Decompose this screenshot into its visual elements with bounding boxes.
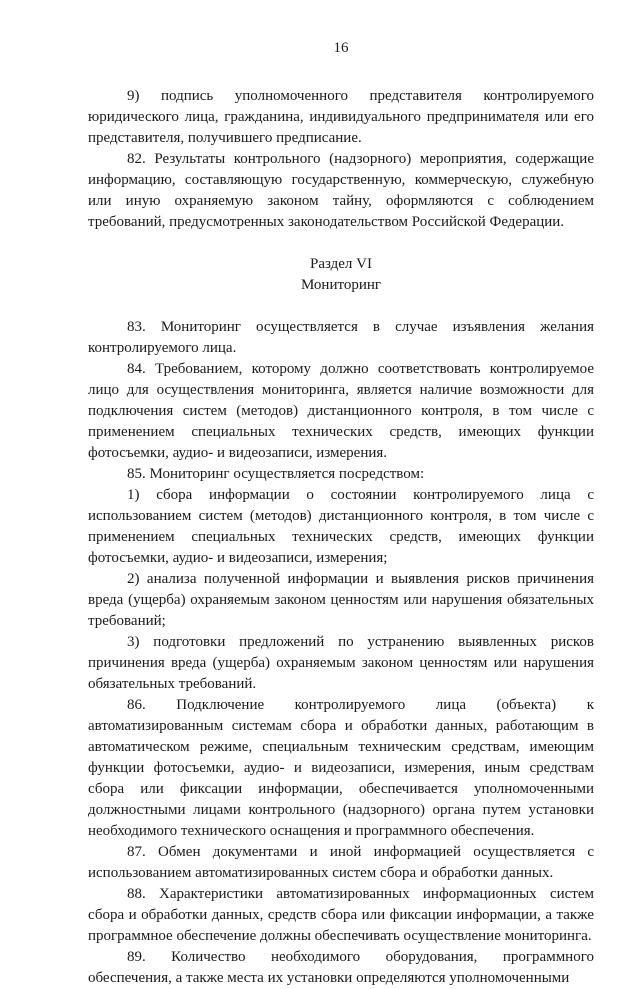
paragraph-87: 87. Обмен документами и иной информацией осуществляется с использованием автоматизированных систем сбора и обработки данных. — [88, 844, 594, 881]
paragraph-85-item-1: 1) сбора информации о состоянии контролируемого лица с использованием систем (методов) дистанционного контроля, в том числе с применением специальных технических средств, имеющих функции фотосъемки, аудио- и видеозаписи, измерения; — [88, 487, 594, 566]
paragraph-85-item-2: 2) анализа полученной информации и выявления рисков причинения вреда (ущерба) охраняемым законом ценностям или нарушения обязательных требований; — [88, 571, 594, 629]
paragraph-82: 82. Результаты контрольного (надзорного) мероприятия, содержащие информацию, составляющую государственную, коммерческую, служебную или иную охраняемую законом тайну, оформляются с соблюдением требований, предусмотренных законодательством Российской Федерации. — [88, 151, 594, 230]
section-number: Раздел VI — [309, 256, 372, 272]
paragraph-86: 86. Подключение контролируемого лица (объекта) к автоматизированным системам сбора и обработки данных, работающим в автоматическом режиме, специальным техническим средствам, имеющим функции фотосъемки, аудио- и видеозаписи, измерения, иным средствам сбора или фиксации информации, обеспечивается уполномоченными должностными лицами контрольного (надзорного) органа путем установки необходимого технического оснащения и программного обеспечения. — [88, 697, 594, 839]
paragraph-83: 83. Мониторинг осуществляется в случае изъявления желания контролируемого лица. — [88, 319, 594, 356]
paragraph-88: 88. Характеристики автоматизированных информационных систем сбора и обработки данных, средств сбора или фиксации информации, а также программное обеспечение должны обеспечивать осуществление мониторинга. — [88, 886, 594, 944]
section-title: Мониторинг — [300, 277, 382, 293]
spacer — [88, 296, 594, 317]
spacer — [88, 233, 594, 254]
paragraph-85: 85. Мониторинг осуществляется посредством: — [127, 466, 425, 482]
paragraph-84: 84. Требованием, которому должно соответствовать контролируемое лицо для осуществления мониторинга, является наличие возможности для подключения систем (методов) дистанционного контроля, в том числе с применением специальных технических средств, имеющих функции фотосъемки, аудио- и видеозаписи, измерения. — [88, 361, 594, 461]
paragraph-85-item-3: 3) подготовки предложений по устранению выявленных рисков причинения вреда (ущерба) охраняемым законом ценностям или нарушения обязательных требований. — [88, 634, 594, 692]
paragraph-89: 89. Количество необходимого оборудования, программного обеспечения, а также места их установки определяются уполномоченными — [88, 949, 594, 986]
page-number: 16 — [333, 40, 349, 56]
paragraph-item-9: 9) подпись уполномоченного представителя контролируемого юридического лица, гражданина, индивидуального предпринимателя или его представителя, получившего предписание. — [88, 88, 594, 146]
